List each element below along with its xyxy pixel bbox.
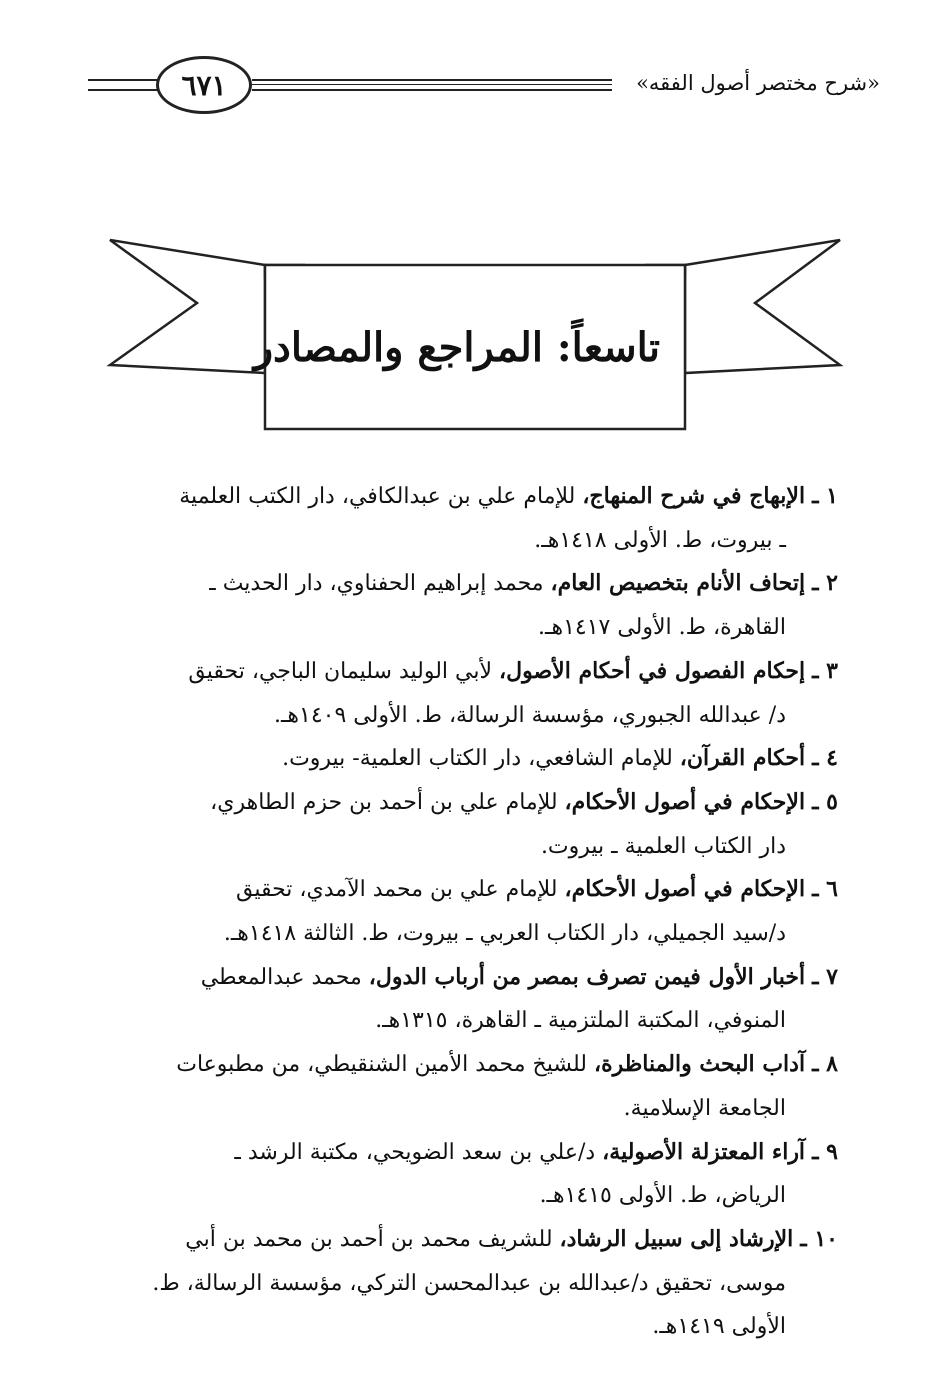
- reference-details: لأبي الوليد سليمان الباجي، تحقيق: [188, 658, 500, 684]
- banner-left-tail: [110, 240, 265, 373]
- reference-continuation: موسى، تحقيق د/عبدالله بن عبدالمحسن التركي، مؤسسة الرسالة، ط.: [152, 1270, 786, 1296]
- reference-number: ١ ـ: [812, 483, 838, 509]
- reference-continuation: ـ بيروت، ط. الأولى ١٤١٨هـ.: [534, 527, 786, 553]
- reference-details: للإمام علي بن محمد الآمدي، تحقيق: [235, 877, 565, 903]
- reference-number: ٧ ـ: [812, 963, 838, 990]
- reference-number: ٨ ـ: [812, 1051, 838, 1078]
- reference-first-line: [80, 1043, 838, 1087]
- reference-first-line: [80, 562, 838, 606]
- header-rule-right-bottom: [252, 89, 612, 91]
- reference-details: للإمام علي بن أحمد بن حزم الطاهري،: [210, 789, 565, 815]
- reference-item: [80, 1043, 838, 1130]
- reference-first-line: [80, 475, 838, 519]
- reference-first-line: [80, 956, 838, 1000]
- reference-title: إحكام الفصول في أحكام الأصول،: [499, 657, 806, 684]
- reference-continuation: الرياض، ط. الأولى ١٤١٥هـ.: [539, 1183, 786, 1209]
- reference-details: للإمام علي بن عبدالكافي، دار الكتب العلمية: [179, 484, 583, 509]
- reference-number: ٣ ـ: [812, 657, 838, 684]
- banner-right-tail: [685, 240, 840, 373]
- reference-number: ٦ ـ: [812, 876, 838, 903]
- reference-details: للشيخ محمد الأمين الشنقيطي، من مطبوعات: [176, 1052, 594, 1078]
- reference-continuation: القاهرة، ط. الأولى ١٤١٧هـ.: [538, 615, 786, 641]
- reference-continuation: الأولى ١٤١٩هـ.: [652, 1314, 786, 1340]
- reference-number: ٢ ـ: [812, 570, 838, 597]
- header-rule-left-bottom: [88, 89, 158, 91]
- reference-first-line: [80, 1131, 838, 1175]
- header-rule-right-top: [252, 79, 612, 81]
- page-header: [0, 0, 948, 130]
- reference-title: الإحكام في أصول الأحكام،: [564, 876, 806, 903]
- reference-details: محمد عبدالمعطي: [200, 964, 369, 990]
- header-rule-left-top: [88, 79, 158, 81]
- reference-continuation: د/سيد الجميلي، دار الكتاب العربي ـ بيروت، ط. الثالثة ١٤١٨هـ.: [223, 921, 786, 947]
- reference-details: للإمام الشافعي، دار الكتاب العلمية- بيروت.: [282, 746, 680, 772]
- reference-item: [80, 1218, 838, 1349]
- reference-title: آراء المعتزلة الأصولية،: [602, 1138, 806, 1165]
- reference-first-line: [80, 737, 838, 781]
- reference-first-line: [80, 868, 838, 912]
- reference-continuation: الجامعة الإسلامية.: [623, 1095, 786, 1121]
- reference-title: الإرشاد إلى سبيل الرشاد،: [559, 1225, 794, 1252]
- reference-number: ١٠ ـ: [800, 1225, 838, 1252]
- references-list: [80, 475, 838, 1349]
- reference-number: ٤ ـ: [812, 745, 838, 772]
- reference-item: [80, 956, 838, 1043]
- reference-number: ٩ ـ: [812, 1138, 838, 1165]
- reference-first-line: [80, 1218, 838, 1262]
- reference-title: أحكام القرآن،: [679, 745, 806, 772]
- header-rule-right-middle: [252, 84, 612, 85]
- reference-details: للشريف محمد بن أحمد بن محمد بن أبي: [185, 1226, 560, 1252]
- reference-item: [80, 475, 838, 562]
- reference-details: محمد إبراهيم الحفناوي، دار الحديث ـ: [209, 571, 551, 597]
- page-number: ٦٧١: [156, 56, 252, 114]
- reference-continuation: دار الكتاب العلمية ـ بيروت.: [540, 833, 786, 859]
- reference-item: [80, 737, 838, 781]
- reference-item: [80, 1131, 838, 1218]
- reference-continuation: المنوفي، المكتبة الملتزمية ـ القاهرة، ١٣١٥هـ.: [375, 1008, 786, 1034]
- reference-item: [80, 562, 838, 649]
- reference-title: آداب البحث والمناظرة،: [593, 1051, 806, 1078]
- reference-number: ٥ ـ: [812, 788, 838, 815]
- reference-title: أخبار الأول فيمن تصرف بمصر من أرباب الدول،: [368, 963, 806, 990]
- reference-first-line: [80, 781, 838, 825]
- reference-continuation: د/ عبدالله الجبوري، مؤسسة الرسالة، ط. الأولى ١٤٠٩هـ.: [273, 702, 786, 728]
- reference-details: د/علي بن سعد الضويحي، مكتبة الرشد ـ: [234, 1139, 603, 1165]
- reference-title: إتحاف الأنام بتخصيص العام،: [550, 570, 806, 597]
- reference-item: [80, 650, 838, 737]
- running-title: «شرح مختصر أصول الفقه»: [636, 71, 880, 95]
- reference-title: الإحكام في أصول الأحكام،: [564, 788, 806, 815]
- section-title: تاسعاً: المراجع والمصادر: [253, 324, 660, 371]
- reference-title: الإبهاج في شرح المنهاج،: [582, 483, 806, 509]
- reference-item: [80, 868, 838, 955]
- reference-first-line: [80, 650, 838, 694]
- reference-item: [80, 781, 838, 868]
